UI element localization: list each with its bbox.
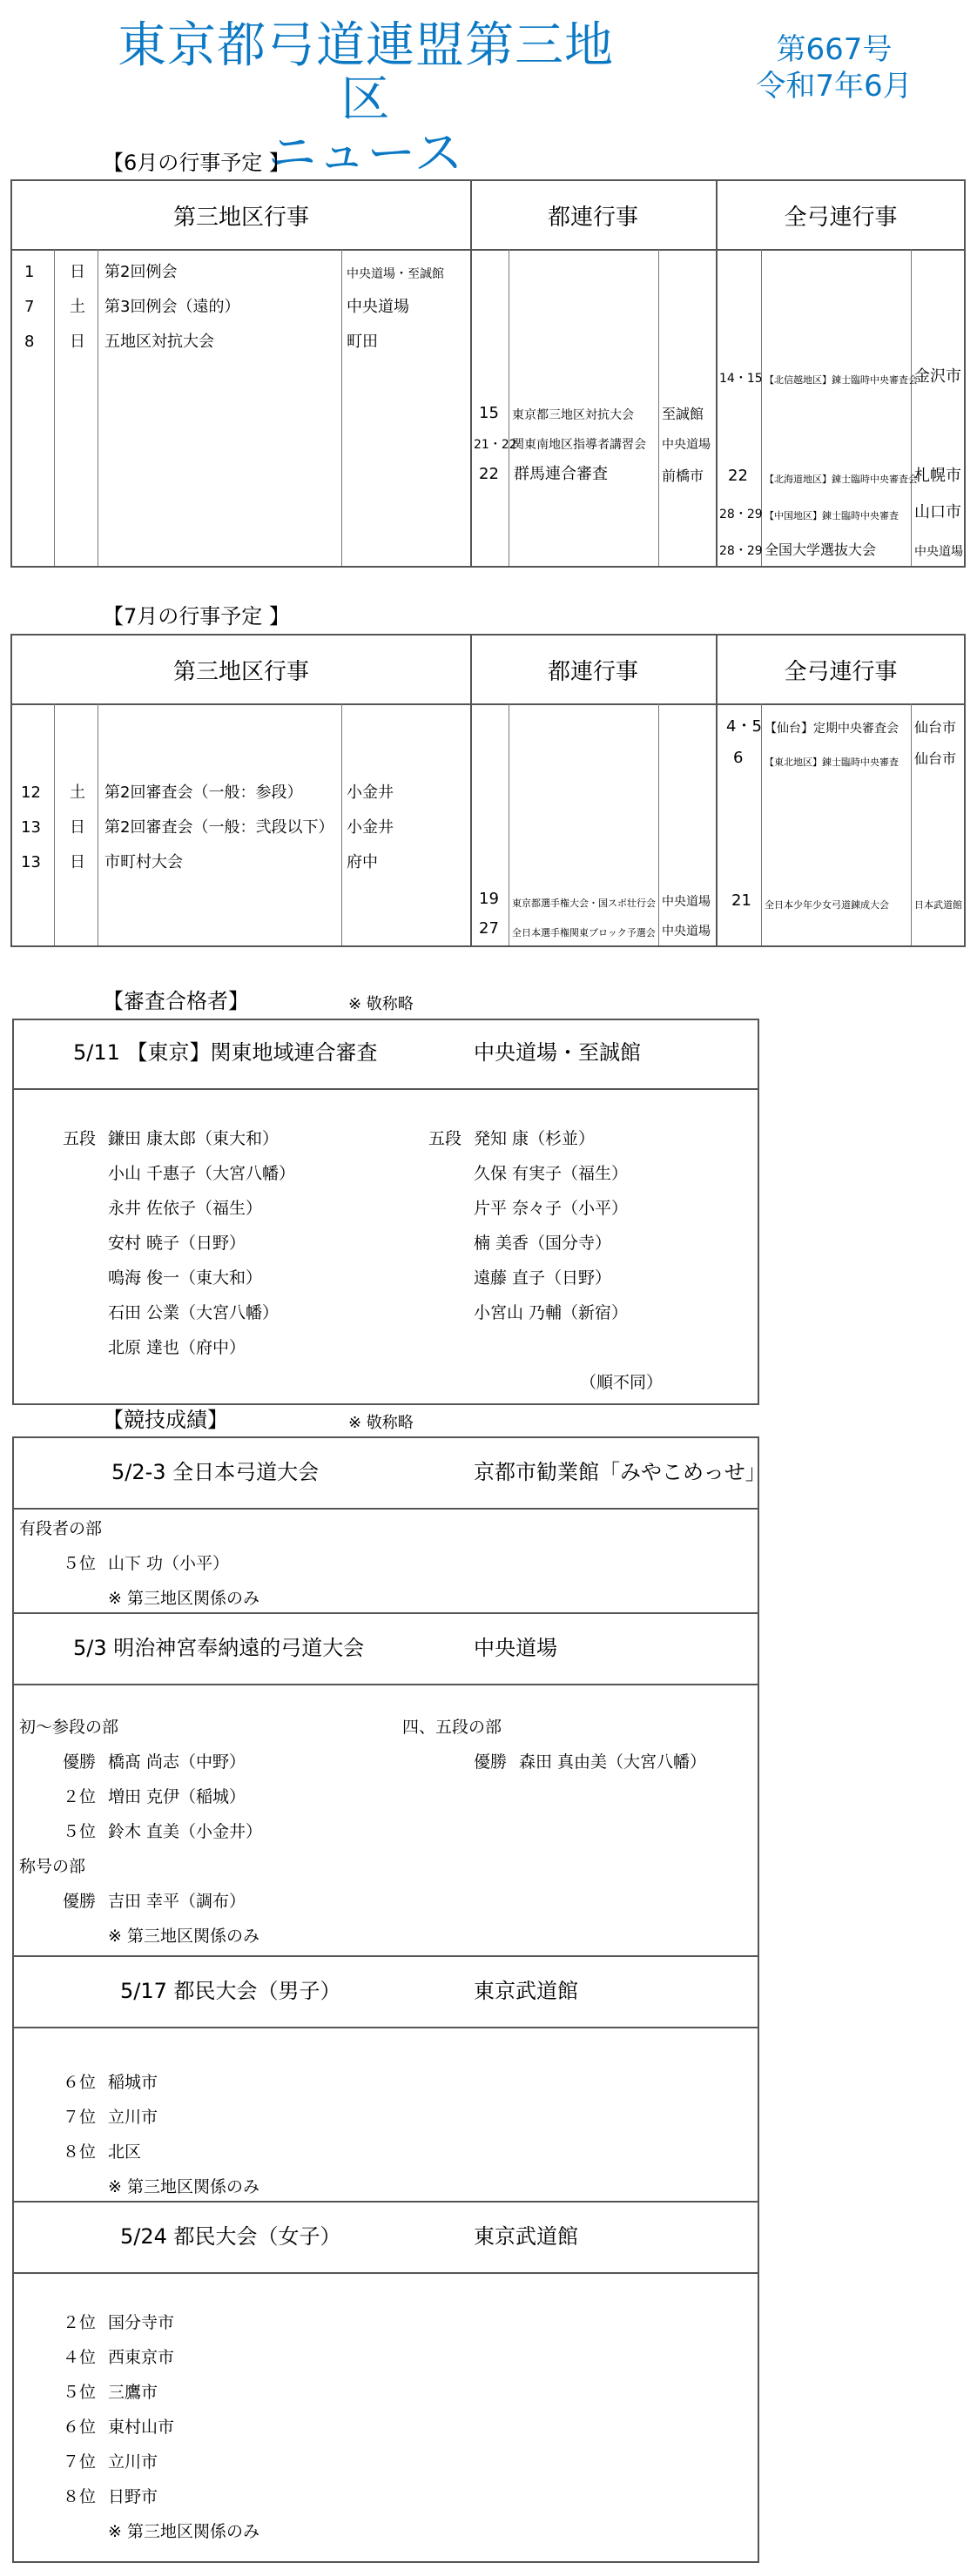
june-t2-day: 21・22 xyxy=(474,438,517,452)
june-d2-day: 7 xyxy=(24,298,35,316)
exam-left-2: 小山 千惠子（大宮八幡） xyxy=(108,1164,296,1183)
meiji-cat1-name-2: 増田 克伊（稲城） xyxy=(108,1787,246,1806)
tomin-w-name-5: 立川市 xyxy=(108,2452,158,2472)
june-d2-event: 第3回例会（遠的） xyxy=(104,298,240,316)
exam-right-3: 片平 奈々子（小平） xyxy=(474,1199,629,1218)
tomin-w-title: 5/24 都民大会（女子） xyxy=(120,2224,341,2249)
june-col-national: 全弓連行事 xyxy=(784,204,898,231)
meiji-cat3: 称号の部 xyxy=(19,1857,86,1876)
june-t2-event: 関東南地区指導者講習会 xyxy=(512,438,646,452)
tomin-m-title: 5/17 都民大会（男子） xyxy=(120,1979,341,2003)
divider xyxy=(54,249,55,566)
july-d2-dow: 日 xyxy=(70,818,85,837)
june-d3-event: 五地区対抗大会 xyxy=(104,333,214,351)
meiji-cat1: 初～参段の部 xyxy=(19,1718,119,1737)
tomin-w-name-6: 日野市 xyxy=(108,2487,158,2506)
july-d1-event: 第2回審査会（一般：参段） xyxy=(104,784,303,802)
june-d3-place: 町田 xyxy=(347,333,378,351)
july-d1-dow: 土 xyxy=(70,784,85,802)
exam-honorific-note: ※ 敬称略 xyxy=(348,995,414,1013)
divider xyxy=(341,249,342,566)
title-line-1: 東京都弓道連盟第三地区 xyxy=(118,17,614,128)
exam-title: 5/11 【東京】関東地域連合審査 xyxy=(73,1040,378,1065)
tomin-m-note: ※ 第三地区関係のみ xyxy=(108,2177,259,2196)
july-t2-event: 全日本選手権関東ブロック予選会 xyxy=(512,927,656,938)
june-n1-place: 金沢市 xyxy=(914,367,961,386)
tomin-w-rank-3: ５位 xyxy=(63,2383,97,2402)
june-col-tokyo: 都連行事 xyxy=(547,204,638,231)
exam-right-4: 楠 美香（国分寺） xyxy=(474,1234,612,1253)
july-d2-event: 第2回審査会（一般：弐段以下） xyxy=(104,818,334,837)
june-t3-place: 前橋市 xyxy=(662,467,704,484)
july-d2-place: 小金井 xyxy=(347,818,394,837)
divider xyxy=(658,249,659,566)
july-n2-day: 6 xyxy=(733,749,744,767)
results-heading: 【競技成績】 xyxy=(103,1408,228,1432)
june-d1-dow: 日 xyxy=(70,263,85,281)
meiji-cat2: 四、五段の部 xyxy=(402,1718,502,1737)
tomin-m-rank-1: ６位 xyxy=(63,2073,97,2092)
tomin-w-name-1: 国分寺市 xyxy=(108,2313,175,2332)
june-d3-dow: 日 xyxy=(70,333,85,351)
tomin-m-venue: 東京武道館 xyxy=(474,1979,578,2003)
tomin-w-header xyxy=(14,2201,758,2274)
issue-date: 令和7年6月 xyxy=(756,69,913,104)
exam-left-1: 鎌田 康太郎（東大和） xyxy=(108,1129,280,1148)
exam-box xyxy=(12,1019,759,1405)
june-n2-event: 【北海道地区】錬士臨時中央審査会 xyxy=(765,474,918,485)
june-t3-event: 群馬連合審査 xyxy=(514,465,608,483)
tomin-m-rank-2: ７位 xyxy=(63,2108,97,2127)
july-n2-event: 【東北地区】錬士臨時中央審査 xyxy=(765,757,899,768)
july-d3-dow: 日 xyxy=(70,853,85,871)
july-t2-place: 中央道場 xyxy=(662,925,711,938)
july-t1-place: 中央道場 xyxy=(662,895,711,909)
june-t1-place: 至誠館 xyxy=(662,406,704,422)
exam-right-5: 遠藤 直子（日野） xyxy=(474,1268,612,1288)
june-n2-place: 札幌市 xyxy=(914,467,961,485)
tomin-w-name-3: 三鷹市 xyxy=(108,2383,158,2402)
june-t1-day: 15 xyxy=(479,404,499,422)
july-n2-place: 仙台市 xyxy=(914,750,957,767)
june-d3-day: 8 xyxy=(24,333,35,351)
issue-number: 第667号 xyxy=(776,32,893,67)
june-schedule-table xyxy=(10,179,966,568)
july-d1-day: 12 xyxy=(21,784,41,802)
july-n1-place: 仙台市 xyxy=(914,719,957,736)
june-col-district: 第三地区行事 xyxy=(172,204,309,231)
exam-box-header xyxy=(14,1020,758,1090)
divider xyxy=(470,181,472,566)
june-n1-day: 14・15 xyxy=(719,372,763,386)
july-d2-day: 13 xyxy=(21,818,41,837)
july-d3-event: 市町村大会 xyxy=(104,853,183,871)
zennihon-category: 有段者の部 xyxy=(19,1519,103,1538)
june-n3-event: 【中国地区】錬士臨時中央審査 xyxy=(765,510,899,521)
exam-left-6: 石田 公業（大宮八幡） xyxy=(108,1303,280,1322)
tomin-w-rank-4: ６位 xyxy=(63,2418,97,2437)
meiji-venue: 中央道場 xyxy=(474,1636,557,1660)
meiji-cat1-name-1: 橋髙 尚志（中野） xyxy=(108,1752,246,1772)
meiji-cat1-rank-3: ５位 xyxy=(63,1822,97,1841)
tomin-w-rank-1: ２位 xyxy=(63,2313,97,2332)
june-t2-place: 中央道場 xyxy=(662,438,711,452)
july-n3-event: 全日本少年少女弓道錬成大会 xyxy=(765,899,889,911)
july-n1-event: 【仙台】定期中央審査会 xyxy=(765,722,899,736)
tomin-w-rank-5: ７位 xyxy=(63,2452,97,2472)
zennihon-title: 5/2-3 全日本弓道大会 xyxy=(111,1460,320,1484)
june-n4-event: 全国大学選抜大会 xyxy=(765,541,877,558)
july-d1-place: 小金井 xyxy=(347,784,394,802)
meiji-cat1-name-3: 鈴木 直美（小金井） xyxy=(108,1822,263,1841)
zennihon-note: ※ 第三地区関係のみ xyxy=(108,1589,259,1608)
meiji-cat2-rank-1: 優勝 xyxy=(474,1752,508,1772)
june-n3-day: 28・29 xyxy=(719,508,763,521)
june-n1-event: 【北信越地区】錬士臨時中央審査会 xyxy=(765,374,918,386)
divider xyxy=(911,249,912,566)
tomin-w-rank-2: ４位 xyxy=(63,2348,97,2367)
june-d1-place: 中央道場・至誠館 xyxy=(347,267,444,281)
meiji-title: 5/3 明治神宮奉納遠的弓道大会 xyxy=(73,1636,365,1660)
july-t1-event: 東京都選手権大会・国スポ壮行会 xyxy=(512,898,656,909)
june-t3-day: 22 xyxy=(479,465,499,483)
issue-info xyxy=(747,31,921,104)
zennihon-header xyxy=(14,1438,766,1510)
divider xyxy=(54,703,55,945)
june-n3-place: 山口市 xyxy=(914,503,961,521)
exam-left-5: 鳴海 俊一（東大和） xyxy=(108,1268,263,1288)
june-heading: 【6月の行事予定 】 xyxy=(103,151,290,175)
july-col-tokyo: 都連行事 xyxy=(547,658,638,685)
july-col-district: 第三地区行事 xyxy=(172,658,309,685)
divider xyxy=(716,181,718,566)
exam-right-2: 久保 有実子（福生） xyxy=(474,1164,629,1183)
tomin-m-header xyxy=(14,1955,758,2028)
june-n2-day: 22 xyxy=(728,467,748,485)
tomin-w-rank-6: ８位 xyxy=(63,2487,97,2506)
meiji-cat2-name-1: 森田 真由美（大宮八幡） xyxy=(519,1752,707,1772)
meiji-cat3-rank-1: 優勝 xyxy=(63,1892,97,1911)
exam-order-note: （順不同） xyxy=(580,1373,664,1392)
june-d2-place: 中央道場 xyxy=(347,298,409,316)
divider xyxy=(470,636,472,945)
exam-left-rank: 五段 xyxy=(63,1129,97,1148)
june-d1-event: 第2回例会 xyxy=(104,263,178,281)
july-n3-place: 日本武道館 xyxy=(914,899,962,911)
divider xyxy=(341,703,342,945)
exam-right-rank: 五段 xyxy=(428,1129,462,1148)
june-d1-day: 1 xyxy=(24,263,35,281)
july-d3-place: 府中 xyxy=(347,853,378,871)
june-n4-place: 中央道場 xyxy=(914,545,963,559)
meiji-header xyxy=(14,1612,758,1685)
june-n4-day: 28・29 xyxy=(719,544,763,558)
tomin-m-rank-3: ８位 xyxy=(63,2142,97,2162)
zennihon-name: 山下 功（小平） xyxy=(108,1554,230,1573)
tomin-w-note: ※ 第三地区関係のみ xyxy=(108,2522,259,2541)
june-d2-dow: 土 xyxy=(70,298,85,316)
july-col-national: 全弓連行事 xyxy=(784,658,898,685)
divider xyxy=(716,636,718,945)
tomin-w-name-4: 東村山市 xyxy=(108,2418,175,2437)
exam-venue: 中央道場・至誠館 xyxy=(474,1040,641,1065)
tomin-m-name-1: 稲城市 xyxy=(108,2073,158,2092)
title-line-2: ニュース xyxy=(267,125,464,182)
july-d3-day: 13 xyxy=(21,853,41,871)
tomin-w-venue: 東京武道館 xyxy=(474,2224,578,2249)
exam-heading: 【審査合格者】 xyxy=(103,989,249,1013)
july-t2-day: 27 xyxy=(479,919,499,938)
results-box xyxy=(12,1436,766,2563)
exam-left-4: 安村 暁子（日野） xyxy=(108,1234,246,1253)
divider xyxy=(911,703,912,945)
july-n1-day: 4・5 xyxy=(726,717,762,736)
exam-left-3: 永井 佐依子（福生） xyxy=(108,1199,263,1218)
zennihon-venue: 京都市勧業館「みやこめっせ」 xyxy=(474,1460,766,1484)
july-n3-day: 21 xyxy=(731,891,751,910)
tomin-w-name-2: 西東京市 xyxy=(108,2348,175,2367)
exam-right-1: 発知 康（杉並） xyxy=(474,1129,596,1148)
exam-right-6: 小宮山 乃輔（新宿） xyxy=(474,1303,629,1322)
exam-left-7: 北原 達也（府中） xyxy=(108,1338,246,1357)
july-heading: 【7月の行事予定 】 xyxy=(103,604,290,629)
july-schedule-table xyxy=(10,634,966,947)
meiji-cat1-rank-1: 優勝 xyxy=(63,1752,97,1772)
meiji-cat3-name-1: 吉田 幸平（調布） xyxy=(108,1892,246,1911)
divider xyxy=(658,703,659,945)
divider xyxy=(761,703,762,945)
tomin-m-name-2: 立川市 xyxy=(108,2108,158,2127)
tomin-m-name-3: 北区 xyxy=(108,2142,142,2162)
results-honorific-note: ※ 敬称略 xyxy=(348,1414,414,1432)
july-t1-day: 19 xyxy=(479,890,499,908)
june-t1-event: 東京都三地区対抗大会 xyxy=(512,408,634,422)
zennihon-rank: ５位 xyxy=(63,1554,97,1573)
meiji-cat1-rank-2: ２位 xyxy=(63,1787,97,1806)
meiji-note: ※ 第三地区関係のみ xyxy=(108,1927,259,1946)
